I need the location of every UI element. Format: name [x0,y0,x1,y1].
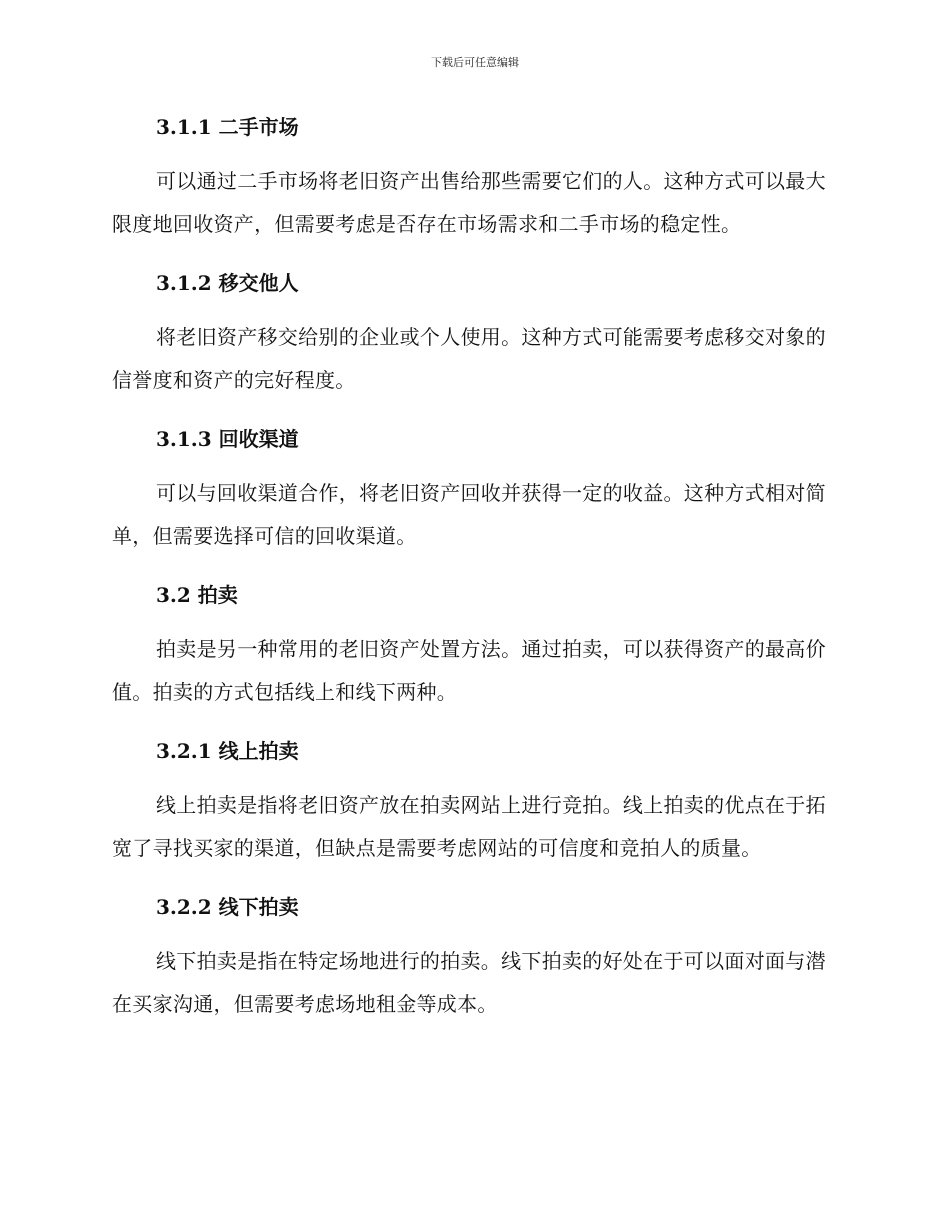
section-heading-3-2: 3.2 拍卖 [156,583,238,607]
section-heading-3-2-1: 3.2.1 线上拍卖 [156,739,299,763]
document-body [112,112,834,1048]
section-heading-3-1-3: 3.1.3 回收渠道 [156,427,299,451]
section-paragraph-3-2-2: 线下拍卖是指在特定场地进行的拍卖。线下拍卖的好处在于可以面对面与潜在买家沟通，但需要考虑场地租金等成本。 [112,949,826,1016]
section-heading-3-2-2: 3.2.2 线下拍卖 [156,895,299,919]
section-paragraph-3-1-1: 可以通过二手市场将老旧资产出售给那些需要它们的人。这种方式可以最大限度地回收资产，但需要考虑是否存在市场需求和二手市场的稳定性。 [112,169,826,236]
section-paragraph-3-2: 拍卖是另一种常用的老旧资产处置方法。通过拍卖，可以获得资产的最高价值。拍卖的方式包括线上和线下两种。 [112,637,826,704]
section-paragraph-3-1-3: 可以与回收渠道合作，将老旧资产回收并获得一定的收益。这种方式相对简单，但需要选择可信的回收渠道。 [112,481,826,548]
section-heading-3-1-1: 3.1.1 二手市场 [156,115,299,139]
section-heading-3-1-2: 3.1.2 移交他人 [156,271,299,295]
page-header: 下载后可任意编辑 [431,56,519,69]
section-paragraph-3-1-2: 将老旧资产移交给别的企业或个人使用。这种方式可能需要考虑移交对象的信誉度和资产的完好程度。 [112,325,826,392]
section-paragraph-3-2-1: 线上拍卖是指将老旧资产放在拍卖网站上进行竞拍。线上拍卖的优点在于拓宽了寻找买家的渠道，但缺点是需要考虑网站的可信度和竞拍人的质量。 [112,793,826,860]
